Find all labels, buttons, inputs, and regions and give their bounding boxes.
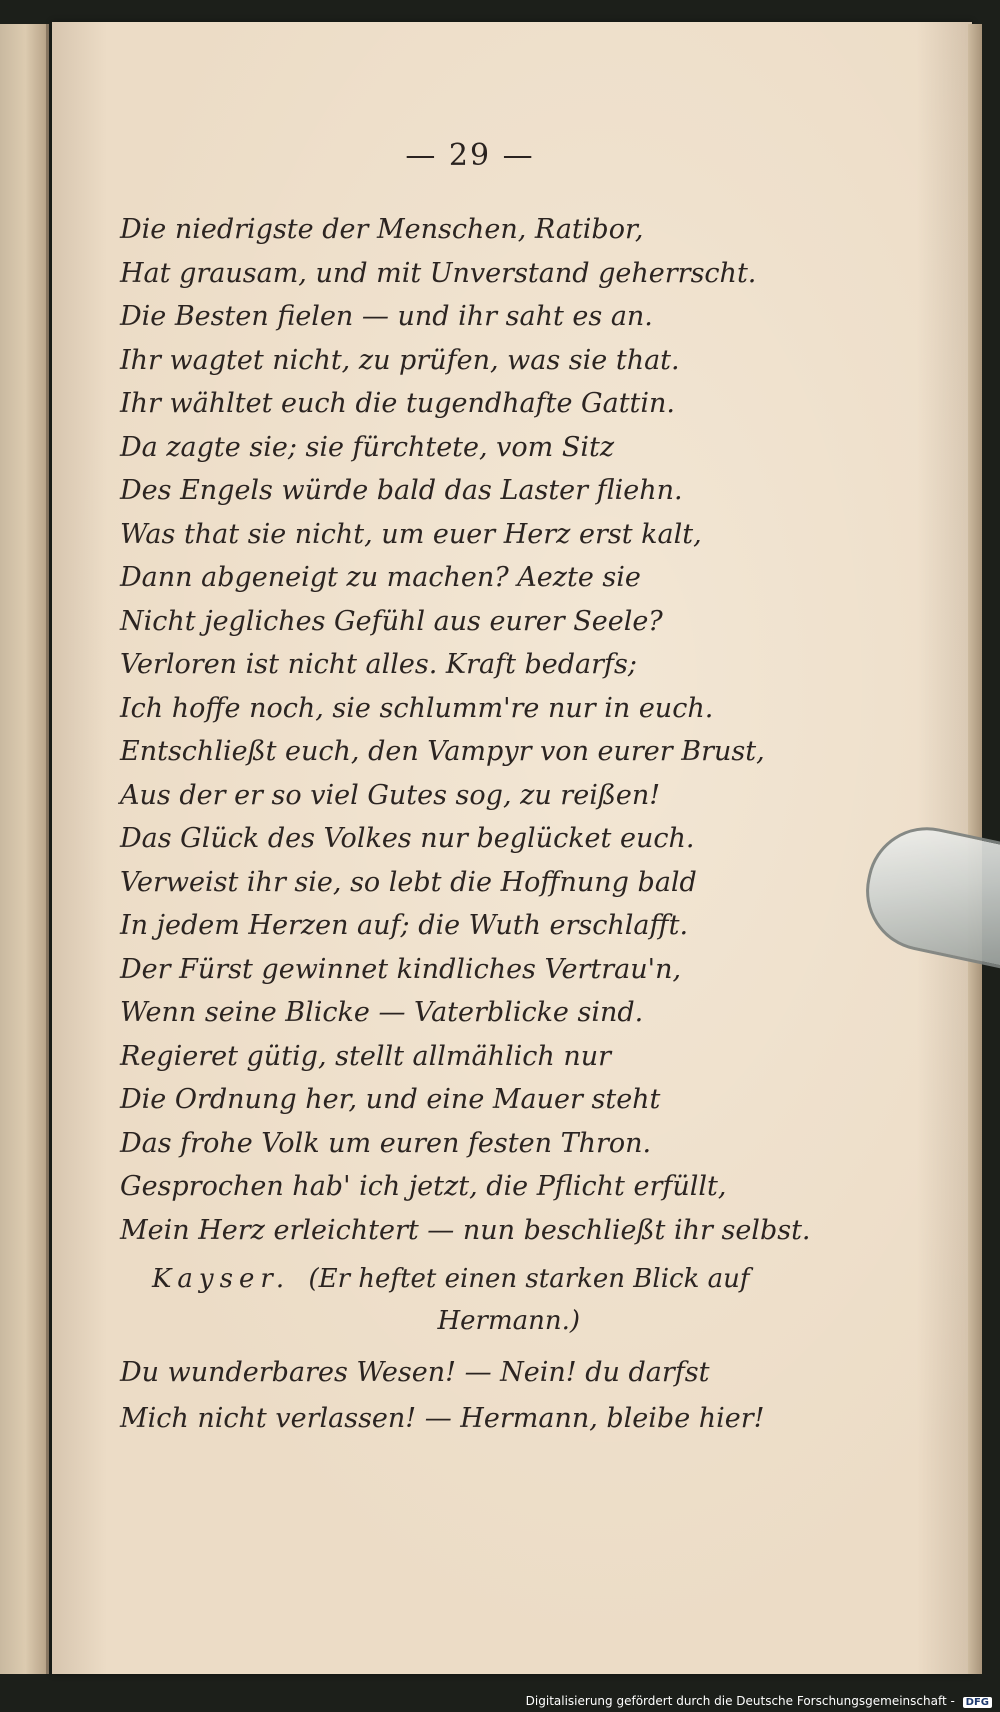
verse-line: Das frohe Volk um euren festen Thron. <box>120 1127 652 1159</box>
verse-line: Verloren ist nicht alles. Kraft bedarfs; <box>120 649 638 680</box>
verse-line: Regieret gütig, stellt allmählich nur <box>120 1040 612 1072</box>
verse-line: Dann abgeneigt zu machen? Aezte sie <box>120 562 641 593</box>
credit-text: Digitalisierung gefördert durch die Deutsche Forschungsgemeinschaft - <box>525 1694 955 1708</box>
verse-line: Der Fürst gewinnet kindliches Vertrau'n, <box>120 953 682 985</box>
verse-line: Das Glück des Volkes nur beglücket euch. <box>120 823 695 854</box>
verse-line: In jedem Herzen auf; die Wuth erschlafft. <box>120 910 689 941</box>
verse-line: Aus der er so viel Gutes sog, zu reißen! <box>120 779 661 811</box>
stage-direction-line <box>120 1258 820 1300</box>
verse-line: Gesprochen hab' ich jetzt, die Pflicht erfüllt, <box>120 1171 727 1202</box>
verse-line: Ihr wagtet nicht, zu prüfen, was sie that. <box>120 344 680 376</box>
verse-line: Da zagte sie; sie fürchtete, vom Sitz <box>120 431 615 463</box>
speaker-name: Kayser. <box>152 1264 291 1294</box>
dfg-logo: DFG <box>963 1697 992 1708</box>
verse-line: Die Ordnung her, und eine Mauer steht <box>120 1084 661 1115</box>
verse-line: Verweist ihr sie, so lebt die Hoffnung bald <box>120 866 697 898</box>
verse-line: Des Engels würde bald das Laster fliehn. <box>120 475 683 506</box>
verse-line: Wenn seine Blicke — Vaterblicke sind. <box>120 997 644 1028</box>
verse-line: Was that sie nicht, um euer Herz erst kalt, <box>120 518 702 550</box>
verse-block <box>120 208 820 1252</box>
verse-line: Nicht jegliches Gefühl aus eurer Seele? <box>120 605 663 637</box>
verse-line: Die Besten fielen — und ihr saht es an. <box>120 301 653 332</box>
verse-line: Mich nicht verlassen! — Hermann, bleibe hier! <box>120 1403 765 1434</box>
verse-line: Entschließt euch, den Vampyr von eurer Brust, <box>120 736 765 767</box>
verse-line: Hat grausam, und mit Unverstand geherrscht. <box>120 257 757 289</box>
verse-line: Ihr wähltet euch die tugendhafte Gattin. <box>120 388 676 419</box>
page-number: — 29 — <box>405 138 535 173</box>
verse-block-after <box>120 1350 820 1442</box>
verse-line: Mein Herz erleichtert — nun beschließt ihr selbst. <box>120 1214 811 1246</box>
stage-direction-continuation: Hermann.) <box>437 1306 580 1336</box>
verse-line: Ich hoffe noch, sie schlumm're nur in euch. <box>120 692 714 724</box>
stage-direction <box>120 1258 820 1342</box>
verse-line: Du wunderbares Wesen! — Nein! du darfst <box>120 1357 710 1388</box>
digitization-credit <box>526 1694 992 1708</box>
verse-line: Die niedrigste der Menschen, Ratibor, <box>120 214 644 245</box>
stage-direction-text: (Er heftet einen starken Blick auf <box>308 1264 750 1294</box>
left-page-edge <box>0 24 49 1674</box>
